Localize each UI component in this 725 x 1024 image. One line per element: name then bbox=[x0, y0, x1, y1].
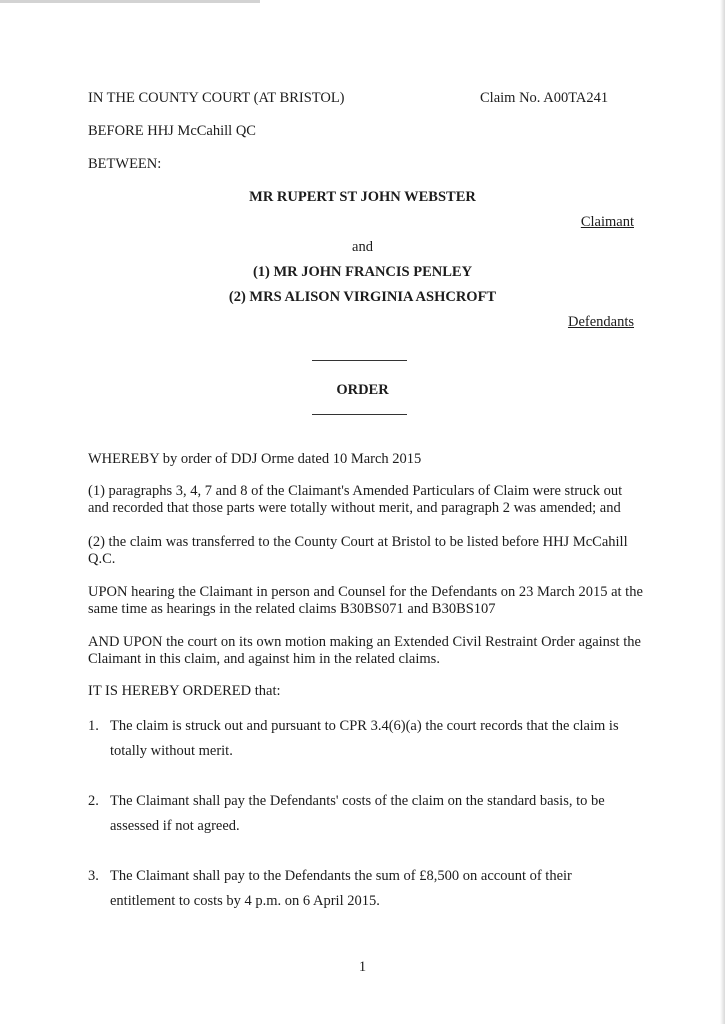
between-label: BETWEEN: bbox=[88, 156, 162, 172]
and-upon-recital: AND UPON the court on its own motion making an Extended Civil Restraint Order against the Claimant in this claim, and against him in the related claims. bbox=[88, 634, 641, 667]
order-item-text: The Claimant shall pay to the Defendants the sum of £8,500 on account of their entitlement to costs by 4 p.m. on 6 April 2015. bbox=[110, 868, 572, 909]
order-item-number: 2. bbox=[88, 793, 99, 809]
upon-hearing-recital: UPON hearing the Claimant in person and Counsel for the Defendants on 23 March 2015 at the same time as hearings in the related claims B30BS071 and B30BS107 bbox=[88, 584, 643, 617]
ordered-intro: IT IS HEREBY ORDERED that: bbox=[88, 683, 281, 699]
before-judge: BEFORE HHJ McCahill QC bbox=[88, 123, 256, 139]
whereby-recital: WHEREBY by order of DDJ Orme dated 10 March 2015 bbox=[88, 451, 422, 467]
scan-edge-top bbox=[0, 0, 260, 3]
court-name: IN THE COUNTY COURT (AT BRISTOL) bbox=[88, 90, 345, 106]
page-number: 1 bbox=[358, 959, 367, 975]
title-rule-bottom bbox=[312, 414, 407, 415]
and-label: and bbox=[352, 239, 373, 255]
recital-1: (1) paragraphs 3, 4, 7 and 8 of the Claimant's Amended Particulars of Claim were struck out and recorded that those parts were totally without merit, and paragraph 2 was amended; and bbox=[88, 483, 623, 516]
order-item-text: The claim is struck out and pursuant to CPR 3.4(6)(a) the court records that the claim is totally without merit. bbox=[110, 718, 619, 759]
claimant-name: MR RUPERT ST JOHN WEBSTER bbox=[249, 189, 476, 205]
claim-number: Claim No. A00TA241 bbox=[480, 90, 609, 106]
defendant-1: (1) MR JOHN FRANCIS PENLEY bbox=[252, 264, 473, 280]
recital-2: (2) the claim was transferred to the County Court at Bristol to be listed before HHJ McCahill Q.C. bbox=[88, 534, 628, 567]
title-rule-top bbox=[312, 360, 407, 361]
scan-edge-right bbox=[720, 0, 725, 1024]
order-item-number: 3. bbox=[88, 868, 99, 884]
order-item-text: The Claimant shall pay the Defendants' costs of the claim on the standard basis, to be assessed if not agreed. bbox=[110, 793, 605, 834]
order-title: ORDER bbox=[336, 382, 389, 398]
defendant-2: (2) MRS ALISON VIRGINIA ASHCROFT bbox=[228, 289, 497, 305]
order-item-number: 1. bbox=[88, 718, 99, 734]
claimant-label: Claimant bbox=[580, 214, 634, 230]
defendants-label: Defendants bbox=[567, 314, 634, 330]
